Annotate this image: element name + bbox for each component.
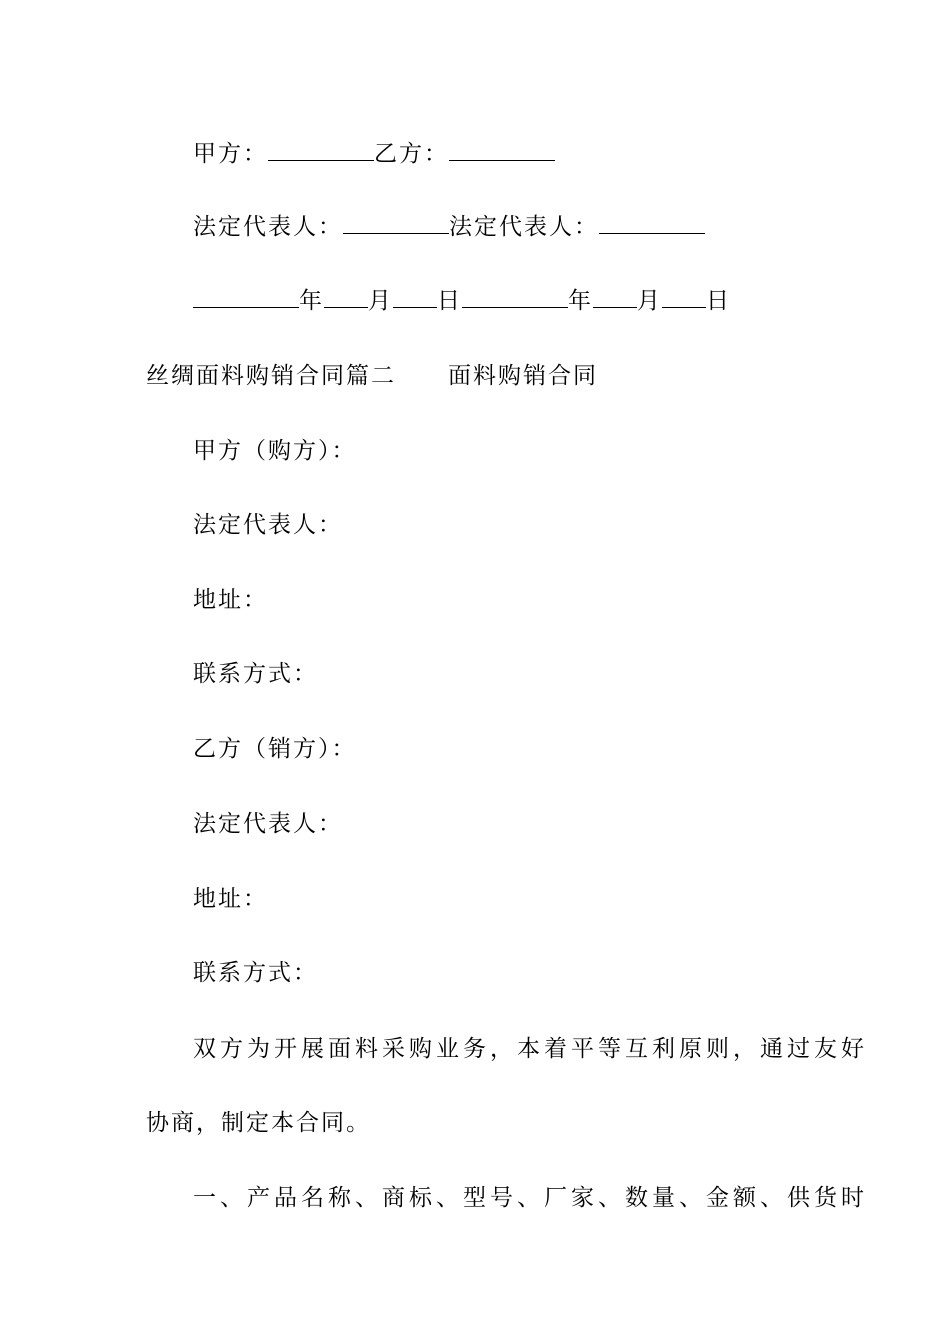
month-b-label: 月 [637, 288, 662, 314]
year-a-blank [193, 287, 299, 308]
intro-paragraph-line1: 双方为开展面料采购业务，本着平等互利原则，通过友好 [193, 1036, 868, 1062]
intro-paragraph-line2: 协商，制定本合同。 [146, 1110, 371, 1136]
seller-address: 地址： [193, 886, 268, 912]
legal-rep-b-blank [599, 213, 705, 234]
signature-legal-rep-line [193, 212, 705, 242]
year-b-blank [462, 287, 568, 308]
buyer-contact: 联系方式： [193, 661, 318, 687]
day-a-label: 日 [437, 288, 462, 314]
section-title: 丝绸面料购销合同篇二 [146, 363, 396, 389]
party-b-blank [449, 140, 555, 161]
legal-rep-a-blank [343, 213, 449, 234]
day-a-blank [393, 287, 437, 308]
month-b-blank [593, 287, 637, 308]
day-b-label: 日 [706, 288, 731, 314]
legal-rep-a-label: 法定代表人： [193, 214, 343, 240]
year-a-label: 年 [299, 288, 324, 314]
signature-date-line [193, 286, 731, 316]
buyer-legal-rep: 法定代表人： [193, 512, 343, 538]
month-a-blank [324, 287, 368, 308]
section-heading [146, 361, 598, 391]
buyer-address: 地址： [193, 587, 268, 613]
year-b-label: 年 [568, 288, 593, 314]
party-a-blank [268, 140, 374, 161]
seller-contact: 联系方式： [193, 960, 318, 986]
signature-party-line [193, 139, 555, 169]
legal-rep-b-label: 法定代表人： [449, 214, 599, 240]
day-b-blank [662, 287, 706, 308]
contract-title: 面料购销合同 [448, 363, 598, 389]
clause-1-line1: 一、产品名称、商标、型号、厂家、数量、金额、供货时 [193, 1185, 868, 1211]
buyer-label: 甲方（购方）： [193, 438, 357, 464]
seller-legal-rep: 法定代表人： [193, 811, 343, 837]
month-a-label: 月 [368, 288, 393, 314]
seller-label: 乙方（销方）： [193, 736, 357, 762]
party-a-label: 甲方： [193, 141, 268, 167]
party-b-label: 乙方： [374, 141, 449, 167]
